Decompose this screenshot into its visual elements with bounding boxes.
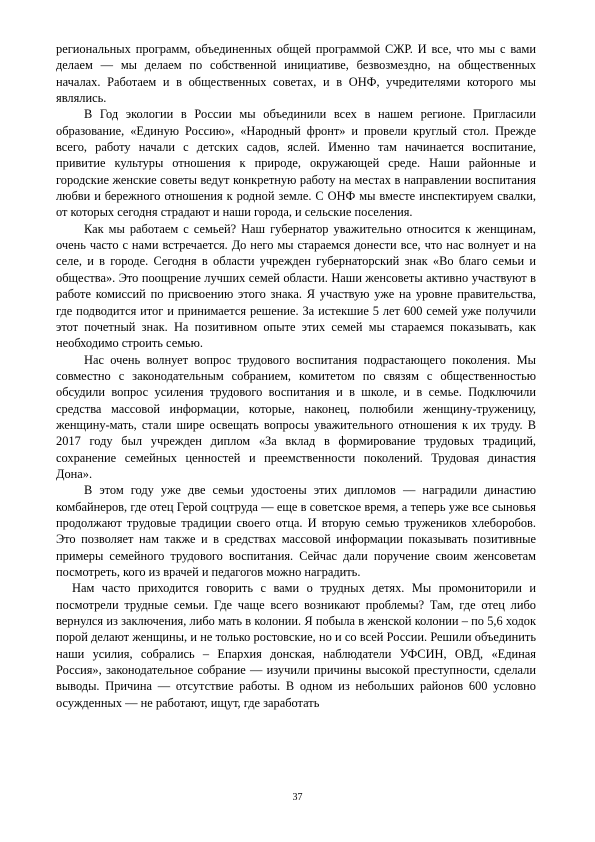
paragraph-diplomas: В этом году уже две семьи удостоены этих дипломов — наградили династию комбайнеров, где отец Герой соцтруда — еще в советское время, а теперь уже все сыновья продолжают трудовые традиции своего отца. И вторую семью тружеников хлеборобов. Это позволяет нам также и в средствах массовой информации показывать позитивные примеры семейного трудового воспитания. Сейчас дали поручение своим женсоветам посмотреть, кого из врачей и педагогов можно наградить.	[56, 483, 536, 579]
paragraph-family: Как мы работаем с семьей? Наш губернатор уважительно относится к женщинам, очень часто с нами встречается. До него мы стараемся донести все, что нас волнует и на селе, и в городе. Сегодня в области учрежден губернаторский знак «Во благо семьи и общества». Это поощрение лучших семей области. Наши женсоветы активно участвуют в работе комиссий по присвоению этого знака. Я участвую уже на уровне правительства, где подводится итог и принимается решение. За истекшие 5 лет 600 семей уже получили этот почетный знак. На позитивном опыте этих семей мы стараемся показывать, как необходимо строить семью.	[56, 221, 536, 351]
paragraph-ecology: В Год экологии в России мы объединили всех в нашем регионе. Пригласили образование, «Единую Россию», «Народный фронт» и провели круглый стол. Прежде всего, работу начали с детских садов, яслей. Именно там начинается воспитание, привитие культуры отношения к природе, окружающей среде. Наши районные и городские женские советы ведут конкретную работу на местах в направлении воспитания любви и бережного отношения к родной земле. С ОНФ мы вместе инспектируем свалки, от которых сегодня страдают и наши города, и сельские поселения.	[56, 107, 536, 220]
page-number: 37	[292, 792, 303, 803]
paragraph-labor-education: Нас очень волнует вопрос трудового воспитания подрастающего поколения. Мы совместно с законодательным собранием, комитетом по связям с общественностью обсудили вопрос усиления трудового воспитания и в школе, и в семье. Подключили средства массовой информации, которые, наконец, полюбили женщину-труженицу, женщину-мать, стали шире освещать вопросы уважительного отношения к их труду. В 2017 году был учрежден диплом «За вклад в формирование трудовых традиций, сохранение семейных ценностей и преемственности поколений. Трудовая династия Дона».	[56, 352, 536, 481]
document-body	[56, 41, 536, 711]
paragraph-continuation: региональных программ, объединенных общей программой СЖР. И все, что мы с вами делаем — мы делаем по собственной инициативе, безвозмездно, на общественных началах. Работаем и в общественных советах, и в ОНФ, учредителями которого мы являлись.	[56, 42, 536, 106]
paragraph-difficult-children: Нам часто приходится говорить с вами о трудных детях. Мы промониторили и посмотрели трудные семьи. Где чаще всего возникают проблемы? Там, где отец либо вернулся из заключения, либо мать в колонии. Я побыла в женской колонии – по 5,6 ходок порой делают женщины, и не только ростовские, но и со всей России. Решили объединить наши усилия, собрались – Епархия донская, наблюдатели УФСИН, ОВД, «Единая Россия», законодательное собрание — изучили причины высокой преступности, сделали выводы. Причина — отсутствие работы. В одном из небольших районов 600 условно осужденных — не работают, ищут, где заработать	[56, 581, 536, 710]
